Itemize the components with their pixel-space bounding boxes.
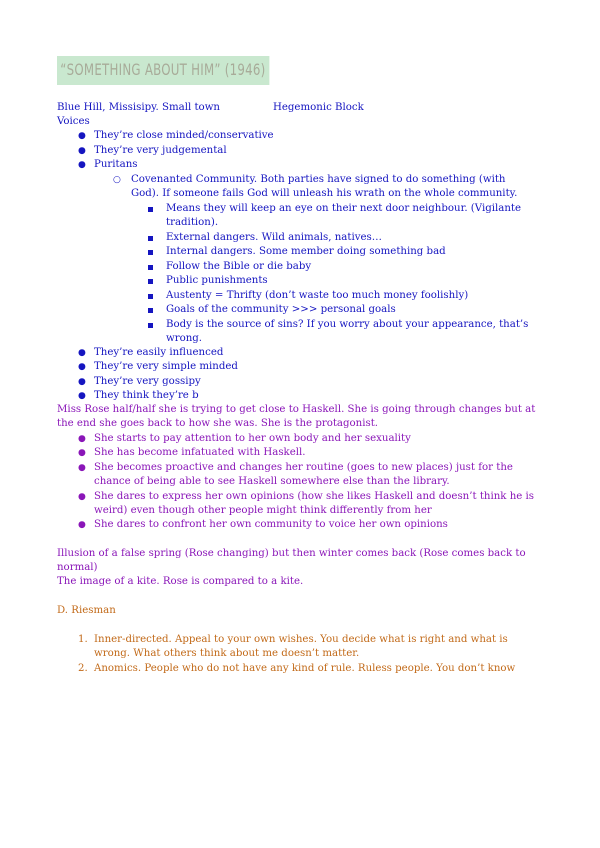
square-bullet-icon: [148, 294, 153, 299]
bullet-icon: ●: [78, 434, 86, 444]
voices-item: Puritans: [94, 159, 138, 170]
square-bullet-icon: [148, 323, 153, 328]
bullet-icon: ●: [78, 520, 86, 530]
square-bullet-icon: [148, 265, 153, 270]
bullet-icon: ●: [78, 131, 86, 141]
hegemonic-block-label: Hegemonic Block: [273, 102, 364, 113]
bullet-icon: ●: [78, 391, 86, 401]
riesman-item: Anomics. People who do not have any kind of rule. Ruless people. You don’t know: [94, 663, 516, 674]
kite-line: The image of a kite. Rose is compared to a kite.: [57, 576, 304, 587]
sub-item: Means they will keep an eye on their next door neighbour. (Vigilante: [166, 203, 522, 214]
circle-bullet-icon: ○: [113, 175, 121, 185]
rose-item: She has become infatuated with Haskell.: [94, 447, 306, 458]
voices-item: They think they’re b: [94, 390, 199, 401]
voices-item: They’re very simple minded: [94, 361, 238, 372]
rose-item: She starts to pay attention to her own body and her sexuality: [94, 433, 411, 444]
bullet-icon: ●: [78, 492, 86, 502]
riesman-item: Inner-directed. Appeal to your own wishes. You decide what is right and what is: [94, 634, 508, 645]
bullet-icon: ●: [78, 362, 86, 372]
covenant-line-1: Covenanted Community. Both parties have signed to do something (with: [131, 174, 506, 185]
sub-item-cont: tradition).: [166, 217, 219, 228]
sub-item-cont: wrong.: [166, 333, 203, 344]
rose-intro-line-1: Miss Rose half/half she is trying to get close to Haskell. She is going through changes but at: [57, 404, 536, 415]
square-bullet-icon: [148, 207, 153, 212]
voices-item: They’re very judgemental: [94, 145, 227, 156]
square-bullet-icon: [148, 250, 153, 255]
riesman-item-cont: wrong. What others think about me doesn’t matter.: [94, 648, 360, 659]
voices-item: They’re easily influenced: [94, 347, 224, 358]
riesman-heading: D. Riesman: [57, 605, 116, 616]
voices-label: Voices: [57, 116, 90, 127]
square-bullet-icon: [148, 236, 153, 241]
voices-item: They’re close minded/conservative: [94, 130, 274, 141]
illusion-line-2: normal): [57, 562, 98, 573]
bullet-icon: ●: [78, 146, 86, 156]
rose-intro-line-2: the end she goes back to how she was. She is the protagonist.: [57, 418, 379, 429]
voices-item: They’re very gossipy: [94, 376, 201, 387]
covenant-line-2: God). If someone fails God will unleash his wrath on the whole community.: [131, 188, 518, 199]
sub-item: External dangers. Wild animals, natives…: [166, 232, 382, 243]
list-number: 1.: [78, 634, 88, 645]
rose-item-cont: chance of being able to see Haskell somewhere else than the library.: [94, 476, 450, 487]
sub-item: Internal dangers. Some member doing something bad: [166, 246, 446, 257]
rose-item: She dares to express her own opinions (how she likes Haskell and doesn’t think he is: [94, 491, 535, 502]
place-line: Blue Hill, Missisipy. Small town: [57, 102, 220, 113]
list-number: 2.: [78, 663, 88, 674]
rose-item-cont: weird) even though other people might think differently from her: [94, 505, 432, 516]
bullet-icon: ●: [78, 348, 86, 358]
document-title: “SOMETHING ABOUT HIM” (1946): [57, 56, 270, 85]
bullet-icon: ●: [78, 160, 86, 170]
sub-item: Body is the source of sins? If you worry about your appearance, that’s: [166, 319, 529, 330]
illusion-line-1: Illusion of a false spring (Rose changing) but then winter comes back (Rose comes back to: [57, 548, 526, 559]
sub-item: Austenty = Thrifty (don’t waste too much money foolishly): [166, 290, 469, 301]
rose-item: She dares to confront her own community to voice her own opinions: [94, 519, 448, 530]
bullet-icon: ●: [78, 377, 86, 387]
sub-item: Goals of the community >>> personal goals: [166, 304, 396, 315]
bullet-icon: ●: [78, 448, 86, 458]
sub-item: Public punishments: [166, 275, 268, 286]
rose-item: She becomes proactive and changes her routine (goes to new places) just for the: [94, 462, 513, 473]
bullet-icon: ●: [78, 463, 86, 473]
sub-item: Follow the Bible or die baby: [166, 261, 312, 272]
square-bullet-icon: [148, 279, 153, 284]
square-bullet-icon: [148, 308, 153, 313]
